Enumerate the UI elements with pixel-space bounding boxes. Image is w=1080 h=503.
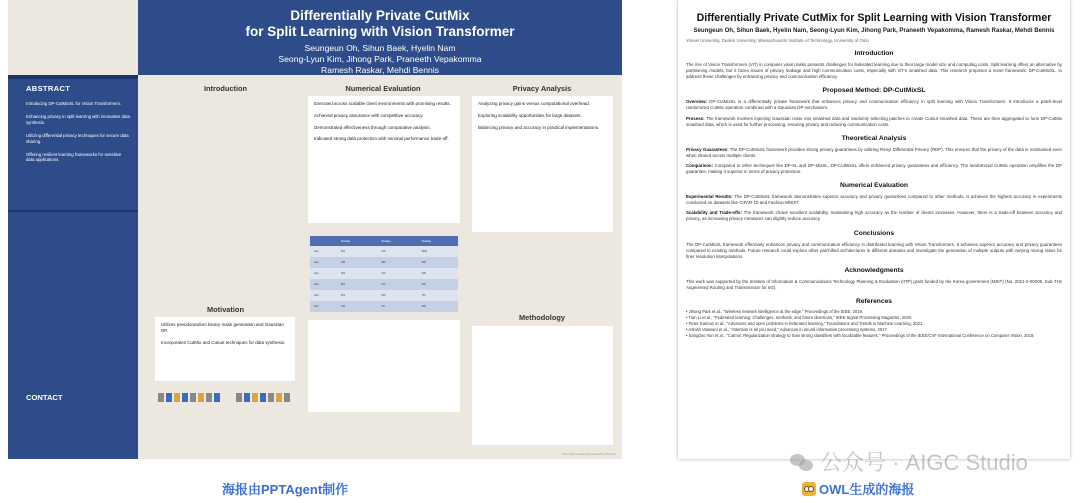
numerical-evaluation-panel [308,96,460,223]
comparison-text: Compared to other techniques like DP-SL and DP-MixSL, DP-CutMixSL offers enhanced privacy guarantees and efficiency. The randomized CutMix operation amplifies the DP guarantee, making it superior in terms of privacy protection. [686,162,1062,175]
table-cell: 209 [337,268,377,279]
reference-item: • Tian Li et al., "Federated learning: Challenges, methods, and future directions," IEEE Signal Processing Magazine, 2020. [686,314,913,320]
pptagent-poster [8,0,622,459]
poster-authors: Seungeun Oh, Sihun Baek, Hyelin Nam Seong-Lyun Kim, Jihong Park, Praneeth Vepakomma Ramesh Raskar, Mehdi Bennis [278,43,482,75]
reference-item: • Peter Kairouz et al., "Advances and open problems in federated learning," Foundations and Trends in Machine Learning, 2021. [686,320,924,326]
table-cell: 519 [337,290,377,301]
poster-authors: Seungeun Oh, Sihun Baek, Hyelin Nam, Seong-Lyun Kim, Jihong Park, Praneeth Vepakomma, Ramesh Raskar, Mehdi Bennis [693,27,1055,34]
comparison-paragraph [686,163,1062,175]
empty-panel [472,405,613,445]
table-header-cell: Heading [377,236,417,246]
table-cell: 767 [418,290,458,301]
abstract-list [26,101,130,171]
process-text: The framework involves injecting Gaussian noise into smashed data and randomly selecting patches to create Cutout smashed data. These are then aggregated to form DP-CutMix smashed data, which is used for further processing, ensuring privacy and reducing communication costs. [686,115,1062,127]
acknowledgments-text: This work was supported by the Institute of Information & Communications Technology Planning & Evaluation (IITP) grant funded by the Korea government (MSIT) (No. 2021-0-00208, Sub-THz Augmented Routing and Transmission for 6G). [686,278,1062,290]
conclusions-heading: Conclusions [853,229,895,237]
introduction-text: The rise of Vision Transformers (ViT) in computer vision tasks presents challenges for federated learning due to their large model size and computing costs. Split learning offers an alternative by partitioning models, but it faces issues of privacy leakage and high communication costs, especially with ViT's smashed data. This research proposes a novel framework, DP-CutMixSL, to address these challenges by enhancing privacy and communication efficiency. [686,62,1062,80]
scalability-label: Scalability and Trade-offs: [686,210,742,216]
table-row [310,279,458,290]
privacy-text: The DP-CutMixSL framework provides strong privacy guarantees by utilizing Rényi Differential Privacy (RDP). This ensures that the privacy of the data is maintained even when shared across multiple clients. [686,146,1063,158]
introduction-heading: Introduction [854,50,894,58]
table-cell: Item [310,290,337,301]
experimental-label: Experimental Results: [686,194,733,200]
panel-text: Executed across scalable client environments with promising results. [314,101,451,106]
table-cell: 329 [377,290,417,301]
method-heading: Proposed Method: DP-CutMixSL [822,87,926,95]
motivation-heading: Motivation [207,305,244,314]
table-cell: Item [310,246,337,257]
abstract-item: Enhancing privacy in split learning with innovative data synthesis. [26,114,130,125]
process-label: Process: [686,115,705,121]
owl-poster [678,0,1070,459]
table-cell: 745 [337,301,377,312]
owl-icon [802,482,816,496]
panel-text: Incorporates CutMix and Cutout techniques for data synthesis. [161,339,286,345]
overview-text: DP-CutMixSL is a differentially private framework that enhances privacy and communication efficiency in split learning with Vision Transformers. It introduces a patch-level randomized CutMix operation combined with a Gaussian DP mechanism. [686,99,1062,111]
numerical-heading: Numerical Evaluation [839,182,908,190]
table-header-row [310,236,458,246]
table-cell: 488 [377,257,417,268]
table-row [310,246,458,257]
references-heading: References [855,297,893,305]
panel-text: Utilizes pseudorandom binary mask generation and Gaussian DP. [161,322,284,333]
table-header-cell [310,236,337,246]
privacy-label: Privacy Guarantees: [686,146,729,152]
experimental-paragraph [686,194,1062,206]
reference-item: • Sangdoo Yun et al., "Cutmix: Regularization strategy to train strong classifiers with localizable features," Proceedings of the IEEE/CVF International Conference on Computer Vision, 2019. [686,332,1035,338]
figure-thumbnail [236,391,290,403]
contact-heading: CONTACT [26,393,63,402]
watermark-text: 公众号 · AIGC Studio [820,450,1028,475]
poster-sidebar [8,75,138,459]
empty-panel [308,320,460,412]
table-cell: 737 [377,301,417,312]
reference-item: • Jihong Park et al., "Wireless network intelligence at the edge," Proceedings of the IEEE, 2019. [686,308,864,314]
poster-footer-note: This poster template was prepared by PPTAgent [562,453,616,456]
figure-thumbnail [158,391,220,403]
table-row [310,290,458,301]
table-cell: Item [310,301,337,312]
table-cell: 473 [377,279,417,290]
table-cell: 740 [377,268,417,279]
scalability-text: The framework shows excellent scalability, maintaining high accuracy as the number of clients increases. However, there is a trade-off between accuracy and privacy, as increasing privacy measures can slightly reduce accuracy. [686,210,1062,222]
poster-title: Differentially Private CutMix for Split Learning with Vision Transformer [245,8,515,39]
acknowledgments-heading: Acknowledgments [844,266,904,274]
table-header-cell: Heading [418,236,458,246]
numerical-evaluation-heading: Numerical Evaluation [345,84,421,93]
watermark [790,446,1028,477]
table-cell: 348 [337,257,377,268]
sidebar-divider [8,210,138,212]
poster-title: Differentially Private CutMix for Split Learning with Vision Transformer [696,12,1052,24]
scalability-paragraph [686,210,1062,222]
panel-text: Demonstrated effectiveness through comparative analysis. [314,124,431,130]
privacy-analysis-panel [472,96,613,232]
data-table [310,236,458,312]
motivation-panel [155,317,295,381]
comparison-label: Comparison: [686,162,714,168]
table-header-cell: Heading [337,236,377,246]
table-cell: Item [310,257,337,268]
panel-text: Achieved privacy assurance with competitive accuracy. [314,112,424,118]
caption-right-text: OWL生成的海报 [819,482,915,497]
poster-header [138,0,622,75]
table-cell: 425 [418,279,458,290]
overview-label: Overview: [686,99,707,105]
table-row [310,301,458,312]
abstract-item: Introducing DP-CutMixSL for Vision Transformers. [26,101,122,106]
wechat-icon [790,452,814,472]
introduction-heading: Introduction [203,84,248,93]
sidebar-strip [8,75,138,79]
abstract-item: Offering resilient learning frameworks for sensitive data applications. [26,152,122,163]
table-cell: 348 [418,301,458,312]
table-cell: 842 [337,246,377,257]
methodology-panel [472,326,613,406]
table-cell: 295 [418,257,458,268]
theory-heading: Theoretical Analysis [841,134,907,142]
abstract-item: Utilizing differential privacy techniques for secure data sharing. [26,133,129,144]
conclusions-text: The DP-CutMixSL framework effectively enhances privacy and communication efficiency in distributed learning with Vision Transformers. It achieves superior accuracy and privacy guarantees compared to existing methods. Future research could explore other patchified architectures in different domains and investigate the generation of multiple outputs with varying mixing ratios for finer resolution interpolations. [686,241,1062,259]
table-cell: Item [310,268,337,279]
overview-paragraph [686,99,1062,111]
panel-text: Analyzing privacy gains versus computational overhead. [478,101,591,106]
panel-text: Balancing privacy and accuracy in practical implementations. [478,124,600,130]
table-cell: 299 [418,268,458,279]
privacy-paragraph [686,147,1062,159]
table-row [310,268,458,279]
caption-left: 海报由PPTAgent制作 [222,482,349,497]
table-cell: 654 [337,279,377,290]
table-cell: Item [310,279,337,290]
methodology-heading: Methodology [519,313,565,322]
poster-affiliations: Yonsei University, Deakin University, Massachusetts Institute of Technology, University of Oulu [686,37,869,43]
panel-text: Exploring scalability opportunities for large datasets. [478,112,582,118]
table-cell: 745 [377,246,417,257]
references-list [686,309,1062,339]
table-row [310,257,458,268]
privacy-analysis-heading: Privacy Analysis [512,84,572,93]
caption-right [802,479,914,498]
table-cell: 4823 [418,246,458,257]
abstract-heading: ABSTRACT [26,84,71,93]
experimental-text: The DP-CutMixSL framework demonstrates superior accuracy and privacy guarantees compared to other methods. It achieves the highest accuracy in experiments conducted on datasets like CIFAR-10 and Fashion-MNIST. [686,194,1062,206]
process-paragraph [686,116,1062,128]
reference-item: • Ashish Vaswani et al., "Attention is all you need," Advances in neural information processing systems, 2017. [686,326,888,332]
panel-text: Indicated strong data protection with minimal performance trade-off. [314,136,449,142]
